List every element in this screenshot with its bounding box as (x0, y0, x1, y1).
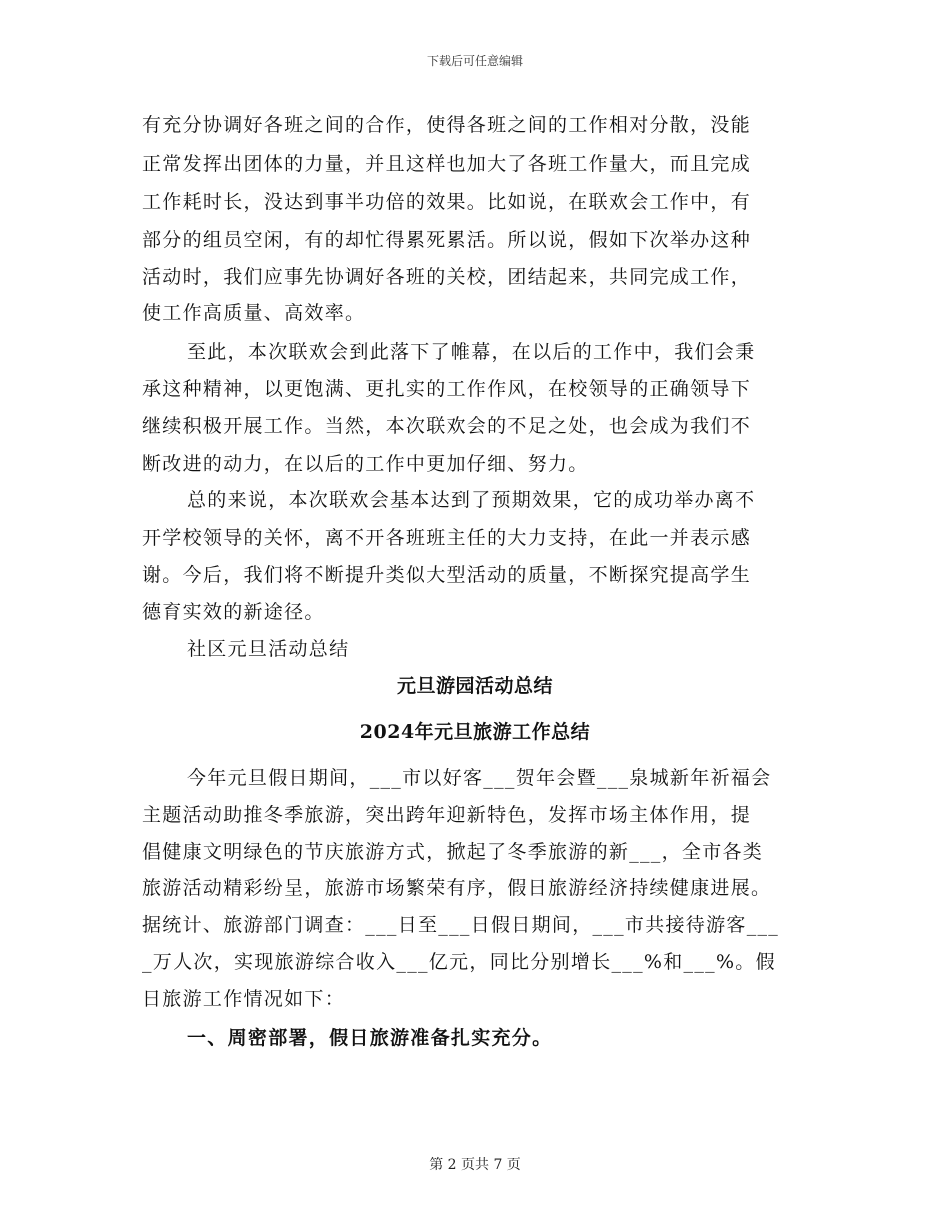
page-header: 下载后可任意编辑 (426, 54, 523, 68)
paragraph-line: 总的来说，本次联欢会基本达到了预期效果，它的成功举办离不 (187, 489, 756, 511)
paragraph-line: 谢。今后，我们将不断提升类似大型活动的质量，不断探究提高学生 (142, 564, 752, 586)
page-number: 第 2 页共 7 页 (429, 1157, 521, 1173)
paragraph-line: 使工作高质量、高效率。 (142, 302, 366, 324)
paragraph-line: 有充分协调好各班之间的合作，使得各班之间的工作相对分散，没能 (142, 114, 752, 136)
paragraph-line: 旅游活动精彩纷呈，旅游市场繁荣有序，假日旅游经济持续健康进展。 (142, 877, 772, 899)
paragraph-line: 活动时，我们应事先协调好各班的关校，团结起来，共同完成工作， (142, 266, 752, 288)
paragraph-line: 至此，本次联欢会到此落下了帷幕，在以后的工作中，我们会秉 (187, 341, 756, 363)
paragraph-line: 继续积极开展工作。当然，本次联欢会的不足之处，也会成为我们不 (142, 415, 752, 437)
paragraph-line: 工作耗时长，没达到事半功倍的效果。比如说，在联欢会工作中，有 (142, 191, 752, 213)
paragraph-line: 断改进的动力，在以后的工作中更加仔细、努力。 (142, 453, 589, 475)
subsection-heading: 一、周密部署，假日旅游准备扎实充分。 (187, 1027, 553, 1049)
section-heading: 元旦游园活动总结 (396, 675, 553, 697)
paragraph-line: 社区元旦活动总结 (187, 638, 350, 660)
paragraph-line: 倡健康文明绿色的节庆旅游方式，掀起了冬季旅游的新___，全市各类 (142, 841, 764, 863)
paragraph-line: 开学校领导的关怀，离不开各班班主任的大力支持，在此一并表示感 (142, 527, 752, 549)
paragraph-line: 德育实效的新途径。 (142, 601, 325, 623)
paragraph-line: 承这种精神，以更饱满、更扎实的工作作风，在校领导的正确领导下 (142, 378, 752, 400)
paragraph-line: 据统计、旅游部门调查：___日至___日假日期间，___市共接待游客___ (142, 914, 780, 936)
paragraph-line: _万人次，实现旅游综合收入___亿元，同比分别增长___%和___%。假 (142, 951, 776, 973)
paragraph-line: 主题活动助推冬季旅游，突出跨年迎新特色，发挥市场主体作用，提 (142, 804, 752, 826)
document-title: 2024年元旦旅游工作总结 (359, 721, 591, 743)
paragraph-line: 正常发挥出团体的力量，并且这样也加大了各班工作量大，而且完成 (142, 153, 752, 175)
paragraph-line: 日旅游工作情况如下： (142, 988, 346, 1010)
paragraph-line: 今年元旦假日期间，___市以好客___贺年会暨___泉城新年祈福会 (187, 767, 772, 789)
paragraph-line: 部分的组员空闲，有的却忙得累死累活。所以说，假如下次举办这种 (142, 229, 752, 251)
